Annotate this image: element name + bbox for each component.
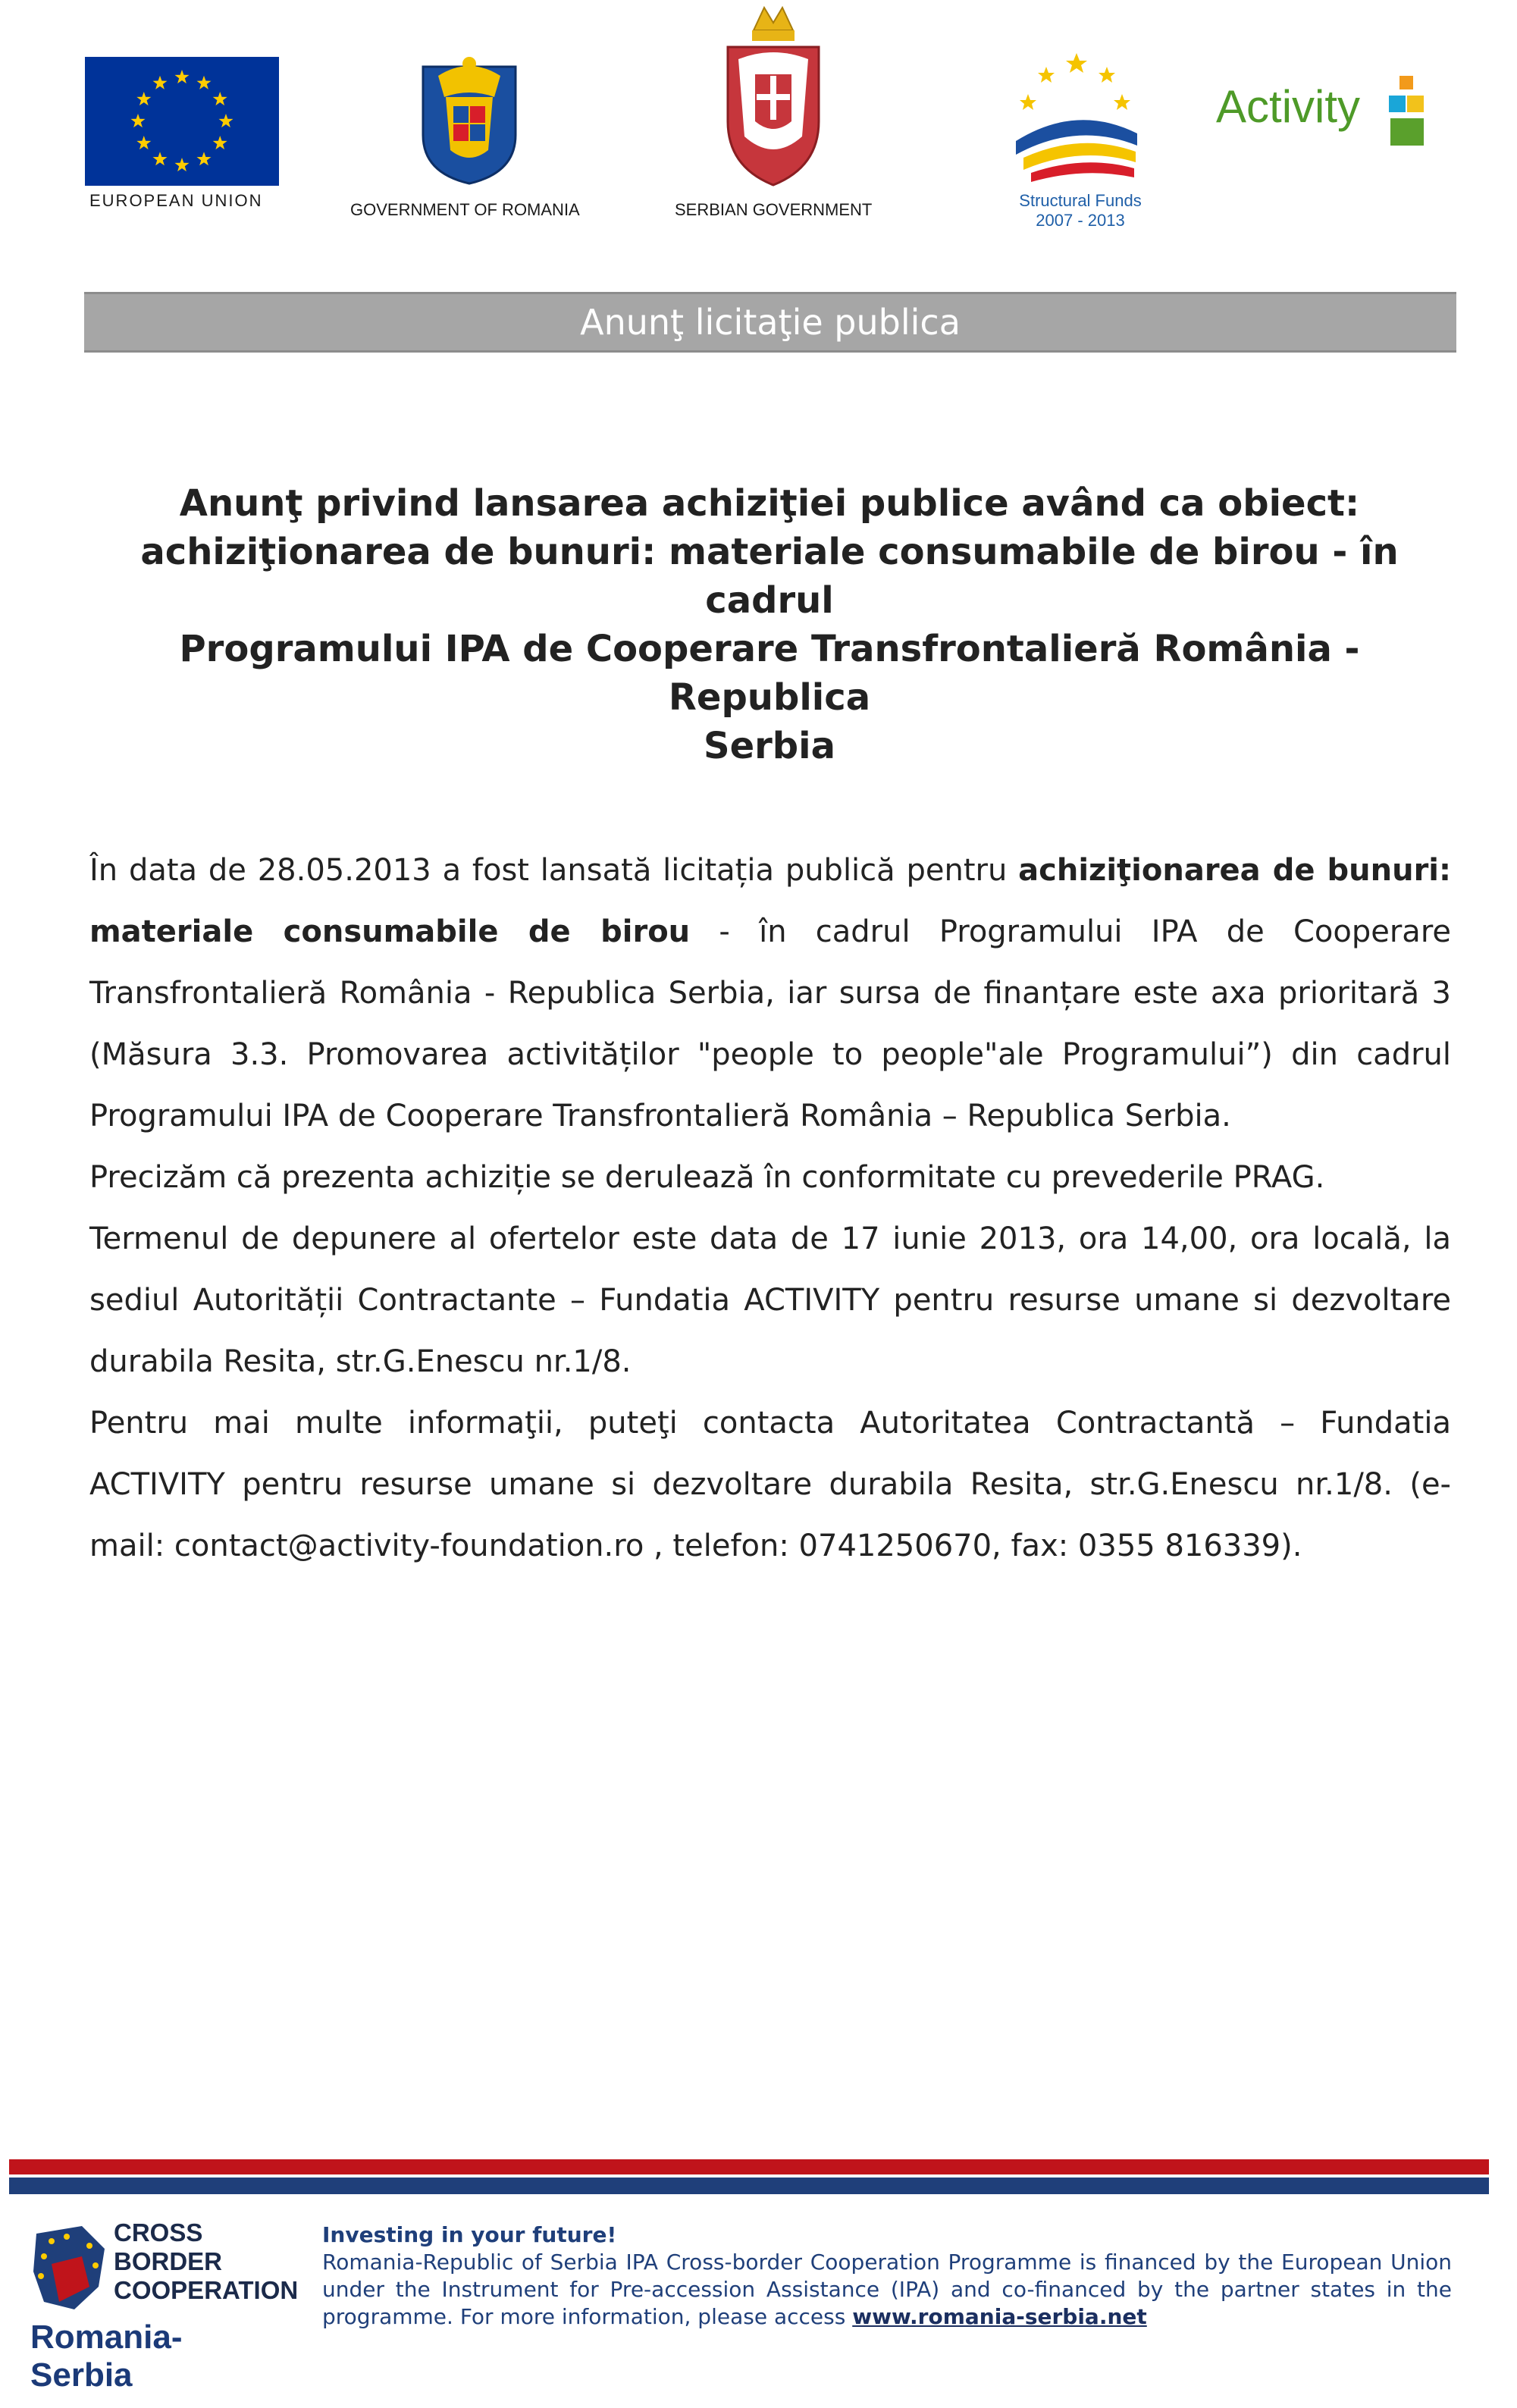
programme-website-link[interactable]: www.romania-serbia.net: [852, 2304, 1147, 2329]
structural-funds-caption-line1: Structural Funds: [1019, 191, 1142, 210]
eu-flag-icon: [85, 57, 279, 186]
romania-coat-of-arms-icon: [415, 52, 523, 185]
p1-bold-subject: achiziţionarea de bunuri: materiale consumabile de birou: [89, 853, 1451, 949]
heading-line-2: achiziţionarea de bunuri: materiale consumabile de birou - în cadrul: [140, 531, 1399, 622]
body-paragraph-2: Precizăm că prezenta achiziție se derulează în conformitate cu prevederile PRAG.: [89, 1160, 1325, 1195]
activity-logo-icon: [1216, 73, 1428, 156]
body-paragraph-1: [89, 840, 1451, 1147]
body-paragraph-4: Pentru mai multe informaţii, puteţi contacta Autoritatea Contractantă – Fundatia ACTIVITY pentru resurse umane si dezvoltare durabila Resita, str.G.Enescu nr.1/8. (e-mail: contact@activity-foundation.ro , telefon: 0741250670, fax: 0355 816339).: [89, 1406, 1451, 1563]
cbc-romania-serbia: Romania-Serbia: [30, 2319, 183, 2394]
footer-funding-notice: [322, 2221, 1452, 2331]
activity-wordmark: Activity: [1216, 81, 1361, 132]
p1-start: În data de 28.05.2013 a fost lansată licitația publică pentru: [89, 853, 1019, 888]
structural-funds-caption: [993, 191, 1168, 230]
footer-stripe: [9, 2159, 1489, 2194]
serbia-coat-of-arms-icon: [722, 0, 825, 190]
heading-line-1: Anunţ privind lansarea achiziţiei publice având ca obiect:: [179, 482, 1360, 525]
heading-line-3: Programului IPA de Cooperare Transfrontalieră România - Republica: [179, 628, 1360, 719]
serbia-caption: SERBIAN GOVERNMENT: [675, 200, 873, 219]
cross-border-cooperation-logo: [29, 2218, 299, 2394]
p1-end: - în cadrul Programului IPA de Cooperare Transfrontalieră România - Republica Serbia, iar sursa de finanțare este axa prioritară 3 (Măsura 3.3. Promovarea activităților "people to people"ale Programului”) din cadrul Programului IPA de Cooperare Transfrontalieră România – Republica Serbia.: [89, 914, 1451, 1133]
banner-title: Anunţ licitaţie publica: [580, 302, 961, 343]
footer-tagline: Investing in your future!: [322, 2222, 617, 2247]
romania-caption: GOVERNMENT OF ROMANIA: [350, 200, 580, 219]
structural-funds-icon: [1008, 50, 1145, 183]
cbc-line-3: COOPERATION: [114, 2276, 299, 2304]
cbc-line-1: CROSS: [114, 2218, 203, 2247]
body-paragraph-3: Termenul de depunere al ofertelor este data de 17 iunie 2013, ora 14,00, ora locală, la sediul Autorității Contractante – Fundatia ACTIVITY pentru resurse umane si dezvoltare durabila Resita, str.G.Enescu nr.1/8.: [89, 1221, 1451, 1379]
structural-funds-caption-line2: 2007 - 2013: [1036, 211, 1125, 230]
footer-description: [322, 2249, 1452, 2331]
header-logos: [0, 0, 1517, 250]
heading-line-4: Serbia: [704, 725, 835, 767]
eu-caption: EUROPEAN UNION: [89, 191, 263, 210]
cbc-line-2: BORDER: [114, 2247, 223, 2275]
footer-text: Romania-Republic of Serbia IPA Cross-border Cooperation Programme is financed by the European Union under the Instrument for Pre-accession Assistance (IPA) and co-financed by the partner states in the programme. For more information, please access: [322, 2250, 1452, 2329]
announcement-heading: [91, 479, 1448, 770]
announcement-body: [89, 840, 1451, 1577]
